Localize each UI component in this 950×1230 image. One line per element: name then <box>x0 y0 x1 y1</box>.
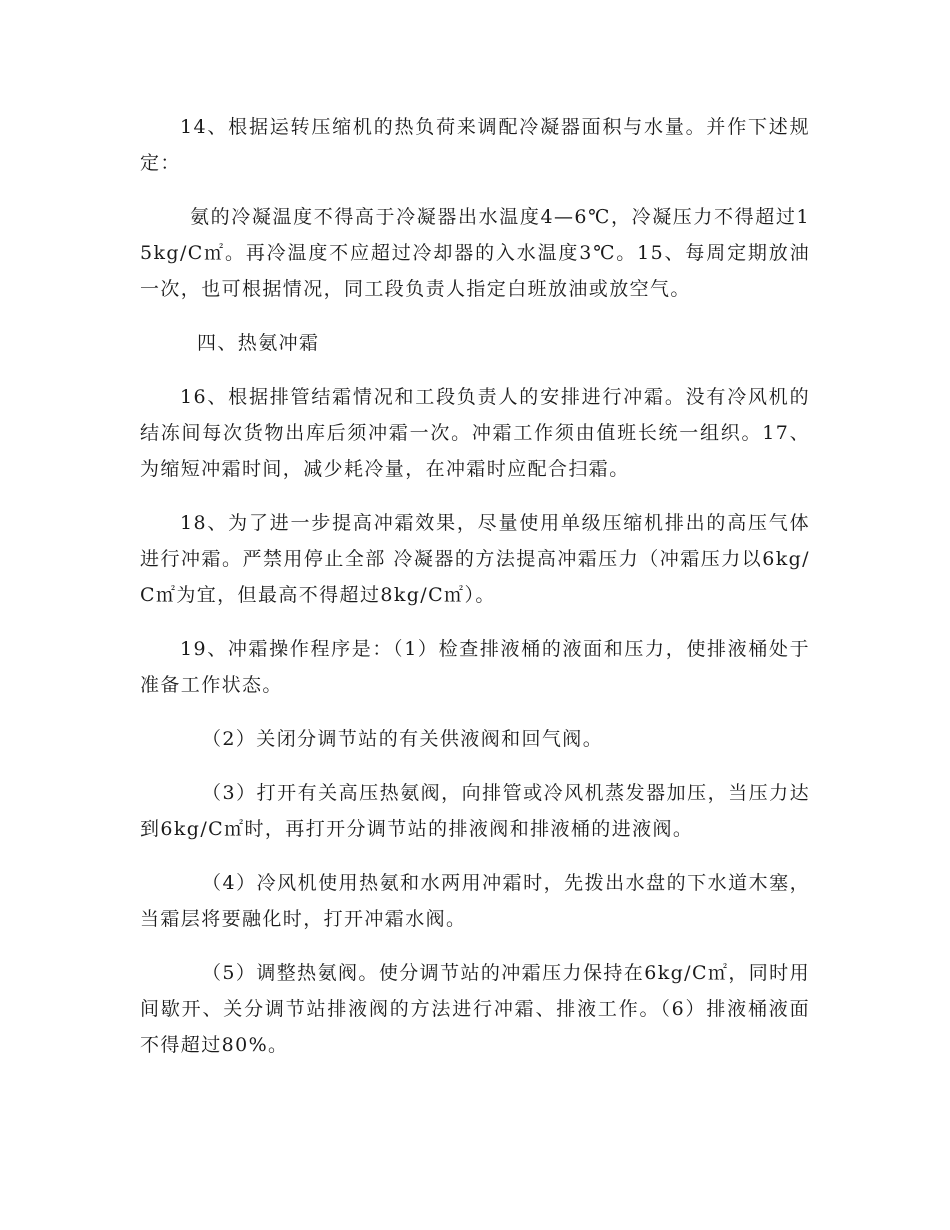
paragraph-condensing-rules: 氨的冷凝温度不得高于冷凝器出水温度4—6℃，冷凝压力不得超过15kg/C㎡。再冷温度不应超过冷却器的入水温度3℃。15、每周定期放油一次，也可根据情况，同工段负责人指定白班放油或放空气。 <box>140 206 810 300</box>
paragraph-step-5-6: （5）调整热氨阀。使分调节站的冲霜压力保持在6kg/C㎡，同时用间歇开、关分调节站排液阀的方法进行冲霜、排液工作。（6）排液桶液面不得超过80%。 <box>140 962 810 1056</box>
paragraph-item-19: 19、冲霜操作程序是：（1）检查排液桶的液面和压力，使排液桶处于准备工作状态。 <box>140 638 810 696</box>
paragraph-item-18: 18、为了进一步提高冲霜效果，尽量使用单级压缩机排出的高压气体进行冲霜。严禁用停止全部 冷凝器的方法提高冲霜压力（冲霜压力以6kg/C㎡为宜，但最高不得超过8kg/C㎡）。 <box>140 512 810 606</box>
paragraph-step-3: （3）打开有关高压热氨阀，向排管或冷风机蒸发器加压，当压力达到6kg/C㎡时，再打开分调节站的排液阀和排液桶的进液阀。 <box>140 782 810 840</box>
section-heading-hot-ammonia-defrost: 四、热氨冲霜 <box>197 332 320 354</box>
paragraph-step-2: （2）关闭分调节站的有关供液阀和回气阀。 <box>202 728 604 750</box>
paragraph-item-14: 14、根据运转压缩机的热负荷来调配冷凝器面积与水量。并作下述规定： <box>140 116 810 174</box>
paragraph-step-4: （4）冷风机使用热氨和水两用冲霜时，先拨出水盘的下水道木塞，当霜层将要融化时，打开冲霜水阀。 <box>140 872 810 930</box>
paragraph-item-16-17: 16、根据排管结霜情况和工段负责人的安排进行冲霜。没有冷风机的结冻间每次货物出库后须冲霜一次。冲霜工作须由值班长统一组织。17、为缩短冲霜时间，减少耗冷量，在冲霜时应配合扫霜。 <box>140 386 810 480</box>
